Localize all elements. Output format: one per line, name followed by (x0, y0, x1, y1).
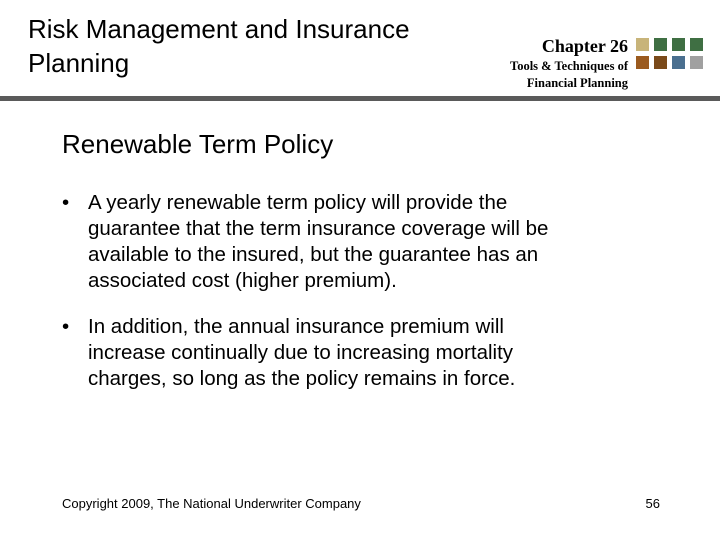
decor-square (672, 38, 685, 51)
decor-square (636, 38, 649, 51)
bullet-marker: • (62, 315, 70, 338)
page-number: 56 (645, 496, 660, 511)
bullet-line: available to the insured, but the guarantee has an (88, 243, 539, 266)
slide-title: Renewable Term Policy (62, 129, 334, 159)
header-divider (0, 96, 720, 101)
book-subtitle (408, 58, 628, 92)
header-title-line-1: Risk Management and Insurance (28, 14, 410, 44)
bullet-marker: • (62, 191, 70, 214)
bullet-item (62, 314, 642, 392)
decor-square (690, 56, 703, 69)
bullet-list (62, 190, 642, 412)
decor-square (654, 38, 667, 51)
decor-square (636, 56, 649, 69)
bullet-line: In addition, the annual insurance premium will (88, 315, 504, 338)
decor-square (672, 56, 685, 69)
bullet-line: guarantee that the term insurance coverage will be (88, 217, 549, 240)
bullet-line: charges, so long as the policy remains in force. (88, 367, 516, 390)
decor-square (654, 56, 667, 69)
bullet-line: associated cost (higher premium). (88, 269, 397, 292)
decorative-squares (636, 38, 708, 72)
book-subtitle-line-2: Financial Planning (526, 76, 628, 90)
book-subtitle-line-1: Tools & Techniques of (510, 59, 628, 73)
header-title (28, 12, 410, 80)
bullet-line: increase continually due to increasing mortality (88, 341, 514, 364)
footer-copyright: Copyright 2009, The National Underwriter Company (62, 496, 361, 511)
bullet-item (62, 190, 642, 294)
bullet-line: A yearly renewable term policy will provide the (88, 191, 508, 214)
chapter-label: Chapter 26 (541, 36, 628, 56)
decor-square (690, 38, 703, 51)
header-title-line-2: Planning (28, 48, 130, 78)
